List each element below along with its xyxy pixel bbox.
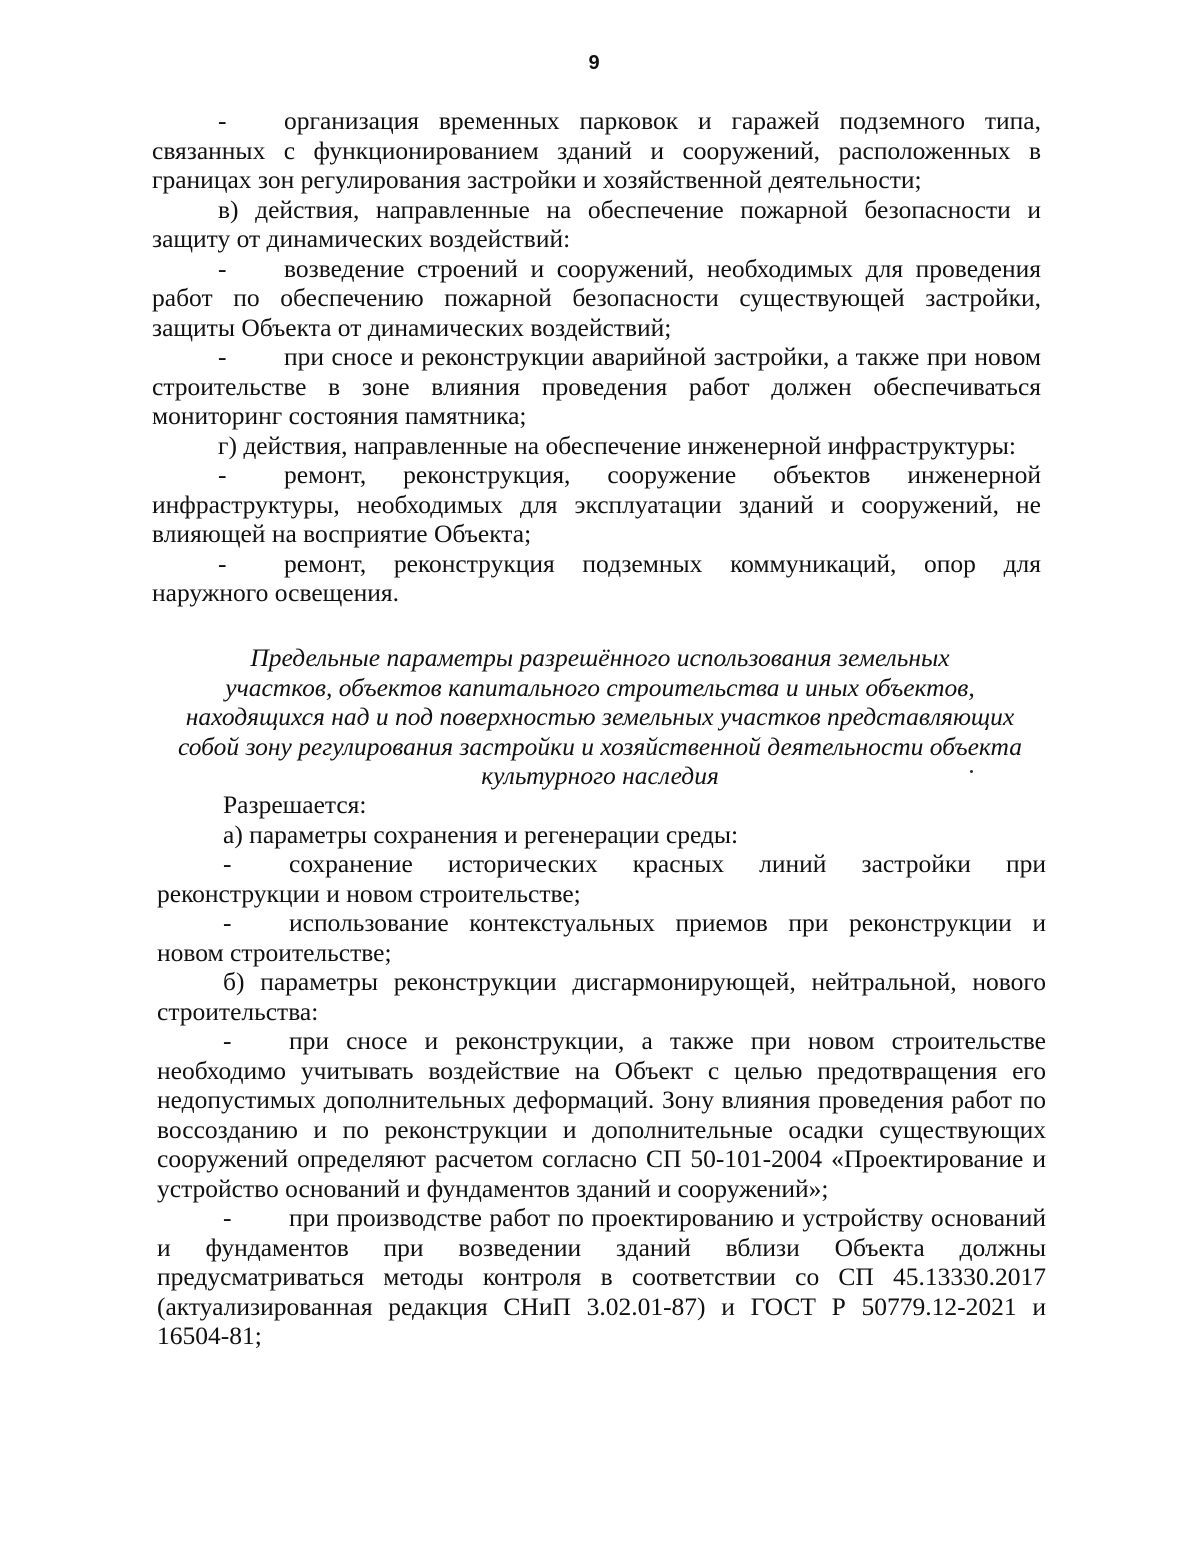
heading-line: участков, объектов капитального строительства и иных объектов, bbox=[225, 672, 975, 702]
paragraph: Разрешается: bbox=[223, 790, 367, 819]
list-item bbox=[157, 1203, 1046, 1351]
paragraph: г) действия, направленные на обеспечение инженерной инфраструктуры: bbox=[218, 430, 1016, 460]
paragraph-text: при сносе и реконструкции аварийной застройки, а также при новом строительстве в зоне влияния проведения работ должен обеспечиваться мониторинг состояния памятника; bbox=[152, 342, 1041, 430]
section-heading bbox=[140, 643, 1060, 791]
heading-line: собой зону регулирования застройки и хозяйственной деятельности объекта bbox=[178, 731, 1022, 761]
list-item bbox=[157, 849, 1046, 908]
heading-line: культурного наследия bbox=[481, 761, 719, 790]
dash-marker: - bbox=[218, 106, 227, 135]
paragraph-text: при производстве работ по проектированию и устройству оснований и фундаментов при возведении зданий вблизи Объекта должны предусматриваться методы контроля в соответствии со СП 45.13330.2017 (актуализированная редакция СНиП 3.02.01-87) и ГОСТ Р 50779.12-2021 и 16504-81; bbox=[157, 1203, 1046, 1350]
list-item bbox=[152, 460, 1041, 549]
scan-speck bbox=[970, 770, 973, 773]
dash-marker: - bbox=[218, 342, 227, 371]
paragraph: б) параметры реконструкции дисгармонирующей, нейтральной, нового строительства: bbox=[157, 967, 1046, 1026]
list-item bbox=[152, 106, 1041, 195]
dash-marker: - bbox=[218, 548, 227, 578]
paragraph-text: организация временных парковок и гаражей подземного типа, связанных с функционированием зданий и сооружений, расположенных в границах зон регулирования застройки и хозяйственной деятельности; bbox=[152, 106, 1041, 194]
paragraph: в) действия, направленные на обеспечение пожарной безопасности и защиту от динамических воздействий: bbox=[152, 194, 1041, 253]
paragraph-text: сохранение исторических красных линий застройки при реконструкции и новом строительстве; bbox=[157, 849, 1046, 908]
paragraph-text: возведение строений и сооружений, необходимых для проведения работ по обеспечению пожарной безопасности существующей застройки, защиты Объекта от динамических воздействий; bbox=[152, 253, 1041, 342]
list-item bbox=[152, 342, 1041, 431]
dash-marker: - bbox=[218, 253, 227, 283]
paragraph-text: при сносе и реконструкции, а также при новом строительстве необходимо учитывать воздействие на Объект с целью предотвращения его недопустимых дополнительных деформаций. Зону влияния проведения работ по воссозданию и по реконструкции и дополнительные осадки существующих сооружений определяют расчетом согласно СП 50-101-2004 «Проектирование и устройство оснований и фундаментов зданий и сооружений»; bbox=[157, 1026, 1046, 1203]
paragraph-text: ремонт, реконструкция, сооружение объектов инженерной инфраструктуры, необходимых для эксплуатации зданий и сооружений, не влияющей на восприятие Объекта; bbox=[152, 460, 1041, 548]
dash-marker: - bbox=[218, 460, 227, 489]
list-item bbox=[152, 254, 1041, 343]
dash-marker: - bbox=[223, 1203, 232, 1232]
paragraph: а) параметры сохранения и регенерации среды: bbox=[223, 819, 739, 849]
dash-marker: - bbox=[223, 908, 232, 937]
dash-marker: - bbox=[223, 849, 232, 878]
section-parameters bbox=[157, 790, 1046, 1351]
paragraph-text: ремонт, реконструкция подземных коммуникаций, опор для наружного освещения. bbox=[152, 548, 1041, 607]
list-item bbox=[157, 1026, 1046, 1203]
page-number: 9 bbox=[588, 52, 600, 74]
list-item bbox=[157, 908, 1046, 967]
heading-line: находящихся над и под поверхностью земельных участков представляющих bbox=[185, 702, 1015, 731]
section-actions bbox=[152, 106, 1041, 608]
dash-marker: - bbox=[223, 1026, 232, 1055]
list-item bbox=[152, 549, 1041, 608]
heading-line: Предельные параметры разрешённого использования земельных bbox=[250, 643, 950, 672]
paragraph-text: использование контекстуальных приемов при реконструкции и новом строительстве; bbox=[157, 908, 1046, 967]
